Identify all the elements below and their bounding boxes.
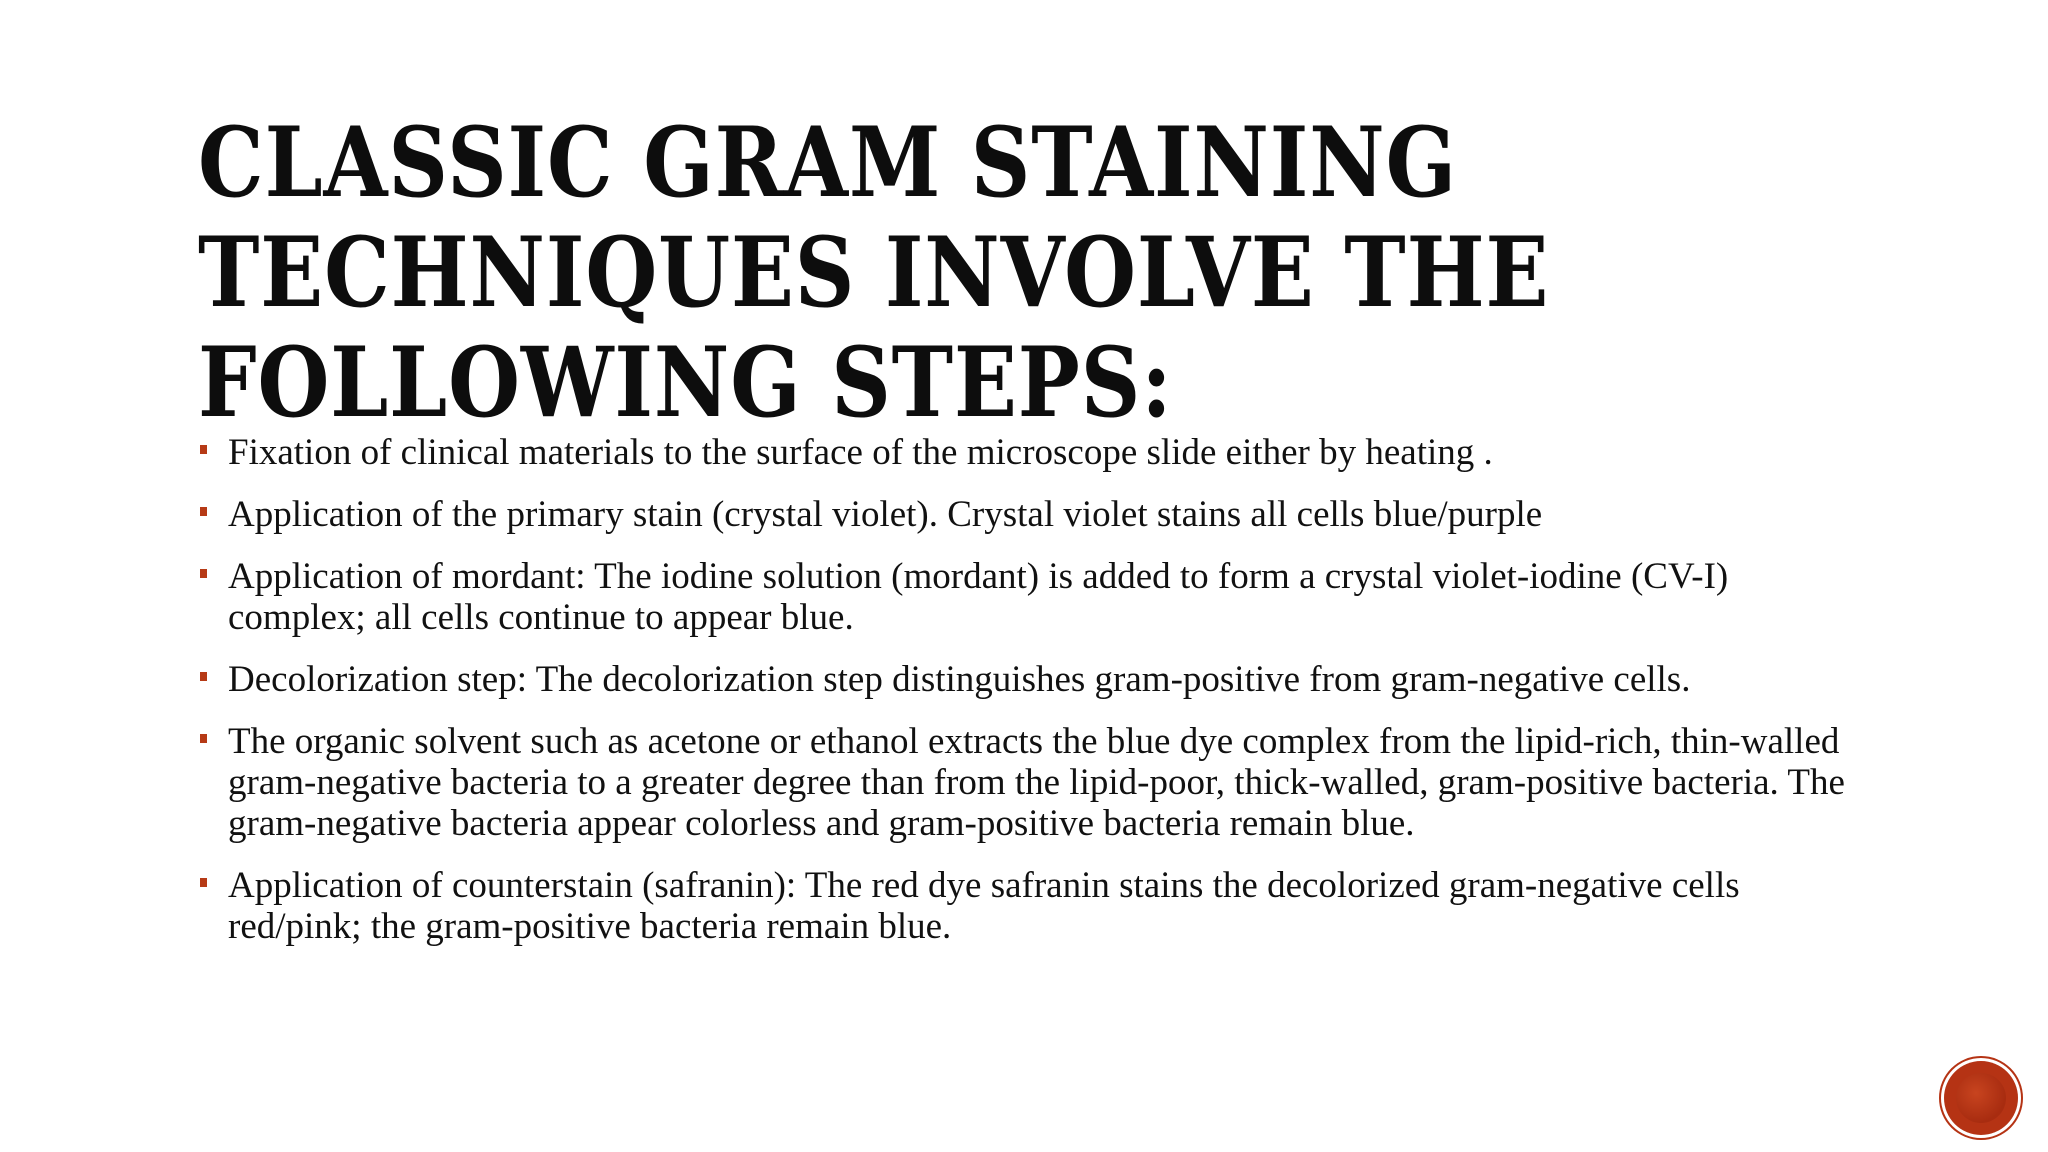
- bullet-text: The organic solvent such as acetone or ethanol extracts the blue dye complex from the lipid-rich, thin-walled gram-negative bacteria to a greater degree than from the lipid-poor, thick-walled, gram-positive bacteria. The gram-negative bacteria appear colorless and gram-positive bacteria remain blue.: [228, 721, 1845, 844]
- square-bullet-icon: [200, 734, 207, 743]
- bullet-item: [200, 556, 1850, 638]
- square-bullet-icon: [200, 445, 207, 454]
- circle-logo-icon: [1944, 1061, 2018, 1135]
- bullet-item: [200, 721, 1850, 844]
- bullet-text: Application of the primary stain (crystal violet). Crystal violet stains all cells blue/purple: [228, 494, 1543, 535]
- bullet-text: Decolorization step: The decolorization step distinguishes gram-positive from gram-negative cells.: [228, 659, 1691, 700]
- square-bullet-icon: [200, 878, 207, 887]
- bullet-text: Fixation of clinical materials to the surface of the microscope slide either by heating .: [228, 432, 1493, 473]
- bullet-item: [200, 432, 1850, 473]
- square-bullet-icon: [200, 507, 207, 516]
- bullet-item: [200, 494, 1850, 535]
- bullet-item: [200, 659, 1850, 700]
- slide-title: CLASSIC GRAM STAINING TECHNIQUES INVOLVE THE FOLLOWING STEPS:: [198, 106, 1550, 439]
- bullet-text: Application of counterstain (safranin): The red dye safranin stains the decolorized gram-negative cells red/pink; the gram-positive bacteria remain blue.: [228, 865, 1740, 947]
- logo-inner: [1956, 1073, 2006, 1123]
- bullet-item: [200, 865, 1850, 947]
- square-bullet-icon: [200, 672, 207, 681]
- square-bullet-icon: [200, 569, 207, 578]
- bullet-text: Application of mordant: The iodine solution (mordant) is added to form a crystal violet-iodine (CV-I) complex; all cells continue to appear blue.: [228, 556, 1729, 638]
- bullet-list: [200, 432, 1850, 968]
